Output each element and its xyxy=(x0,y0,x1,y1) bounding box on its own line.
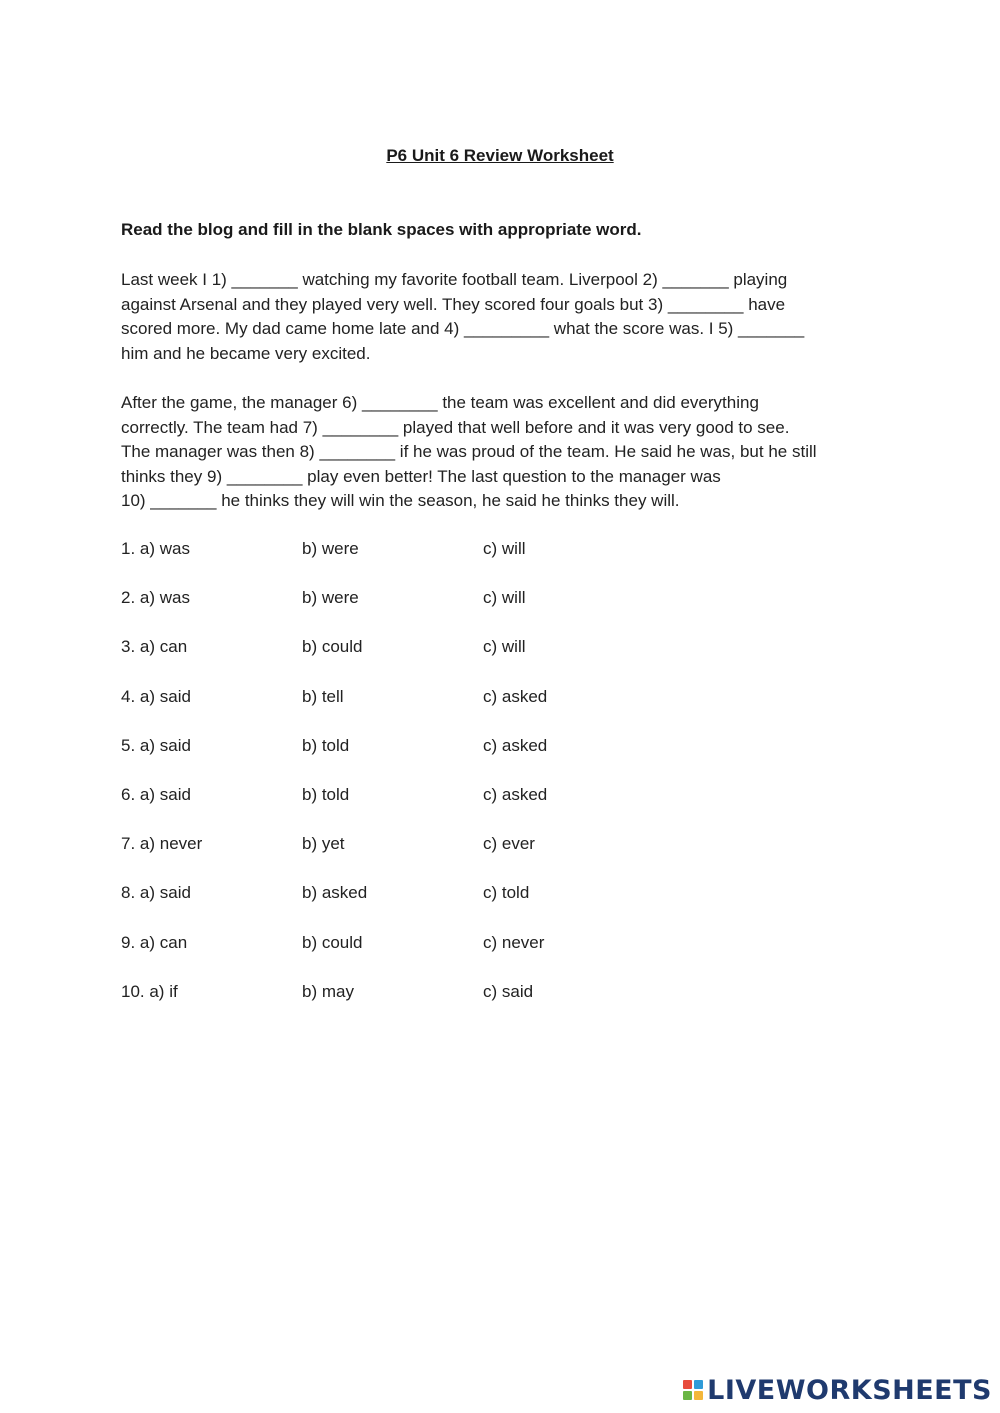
option-c[interactable]: c) ever xyxy=(483,834,535,854)
option-b[interactable]: b) tell xyxy=(302,686,344,706)
liveworksheets-logo-icon xyxy=(683,1380,703,1400)
option-row-1 xyxy=(121,539,721,588)
option-a[interactable]: 1. a) was xyxy=(121,539,190,558)
option-b[interactable]: b) were xyxy=(302,539,359,558)
option-c[interactable]: c) will xyxy=(483,588,526,608)
option-b[interactable]: b) told xyxy=(302,784,350,804)
option-b[interactable]: b) were xyxy=(302,588,359,608)
option-row-7 xyxy=(121,834,721,883)
option-c[interactable]: c) asked xyxy=(483,784,548,804)
option-a[interactable]: 9. a) can xyxy=(121,932,188,952)
answer-options xyxy=(121,539,721,1031)
option-row-10 xyxy=(121,982,721,1031)
option-c[interactable]: c) will xyxy=(483,637,526,657)
paragraph-line: thinks they 9) ________ play even better! The last question to the manager was xyxy=(121,466,721,486)
paragraph-line: against Arsenal and they played very well. They scored four goals but 3) ________ have xyxy=(121,294,786,314)
blog-paragraph-1 xyxy=(121,268,881,366)
option-c[interactable]: c) asked xyxy=(483,735,548,755)
option-a[interactable]: 8. a) said xyxy=(121,883,191,903)
option-a[interactable]: 6. a) said xyxy=(121,784,191,804)
option-b[interactable]: b) may xyxy=(302,981,354,1001)
option-c[interactable]: c) asked xyxy=(483,686,548,706)
option-row-6 xyxy=(121,785,721,834)
option-row-2 xyxy=(121,588,721,637)
option-a[interactable]: 7. a) never xyxy=(121,834,203,854)
option-b[interactable]: b) asked xyxy=(302,883,368,903)
option-a[interactable]: 5. a) said xyxy=(121,735,191,755)
instruction-text: Read the blog and fill in the blank spaces with appropriate word. xyxy=(121,220,642,239)
blog-paragraph-2 xyxy=(121,391,881,514)
page-title: P6 Unit 6 Review Worksheet xyxy=(386,146,614,165)
option-b[interactable]: b) could xyxy=(302,637,363,657)
paragraph-line: him and he became very excited. xyxy=(121,343,371,363)
option-a[interactable]: 3. a) can xyxy=(121,637,188,657)
paragraph-line: Last week I 1) _______ watching my favorite football team. Liverpool 2) _______ playing xyxy=(121,270,788,289)
paragraph-line: correctly. The team had 7) ________ played that well before and it was very good to see. xyxy=(121,417,790,437)
option-row-3 xyxy=(121,637,721,686)
option-b[interactable]: b) yet xyxy=(302,834,345,854)
brand-name: LIVEWORKSHEETS xyxy=(707,1374,992,1406)
option-a[interactable]: 4. a) said xyxy=(121,686,191,706)
option-a[interactable]: 2. a) was xyxy=(121,588,190,608)
option-row-8 xyxy=(121,883,721,932)
paragraph-line: The manager was then 8) ________ if he was proud of the team. He said he was, but he still xyxy=(121,442,817,462)
option-b[interactable]: b) told xyxy=(302,735,350,755)
option-b[interactable]: b) could xyxy=(302,932,363,952)
option-a[interactable]: 10. a) if xyxy=(121,981,178,1001)
option-c[interactable]: c) told xyxy=(483,883,530,903)
paragraph-line: After the game, the manager 6) ________ the team was excellent and did everything xyxy=(121,393,759,412)
option-c[interactable]: c) never xyxy=(483,932,545,952)
option-row-5 xyxy=(121,736,721,785)
liveworksheets-footer xyxy=(683,1375,992,1405)
paragraph-line: scored more. My dad came home late and 4) _________ what the score was. I 5) _______ xyxy=(121,319,805,339)
paragraph-line: 10) _______ he thinks they will win the season, he said he thinks they will. xyxy=(121,491,680,511)
option-row-4 xyxy=(121,687,721,736)
option-c[interactable]: c) will xyxy=(483,539,526,558)
option-c[interactable]: c) said xyxy=(483,981,534,1001)
option-row-9 xyxy=(121,933,721,982)
